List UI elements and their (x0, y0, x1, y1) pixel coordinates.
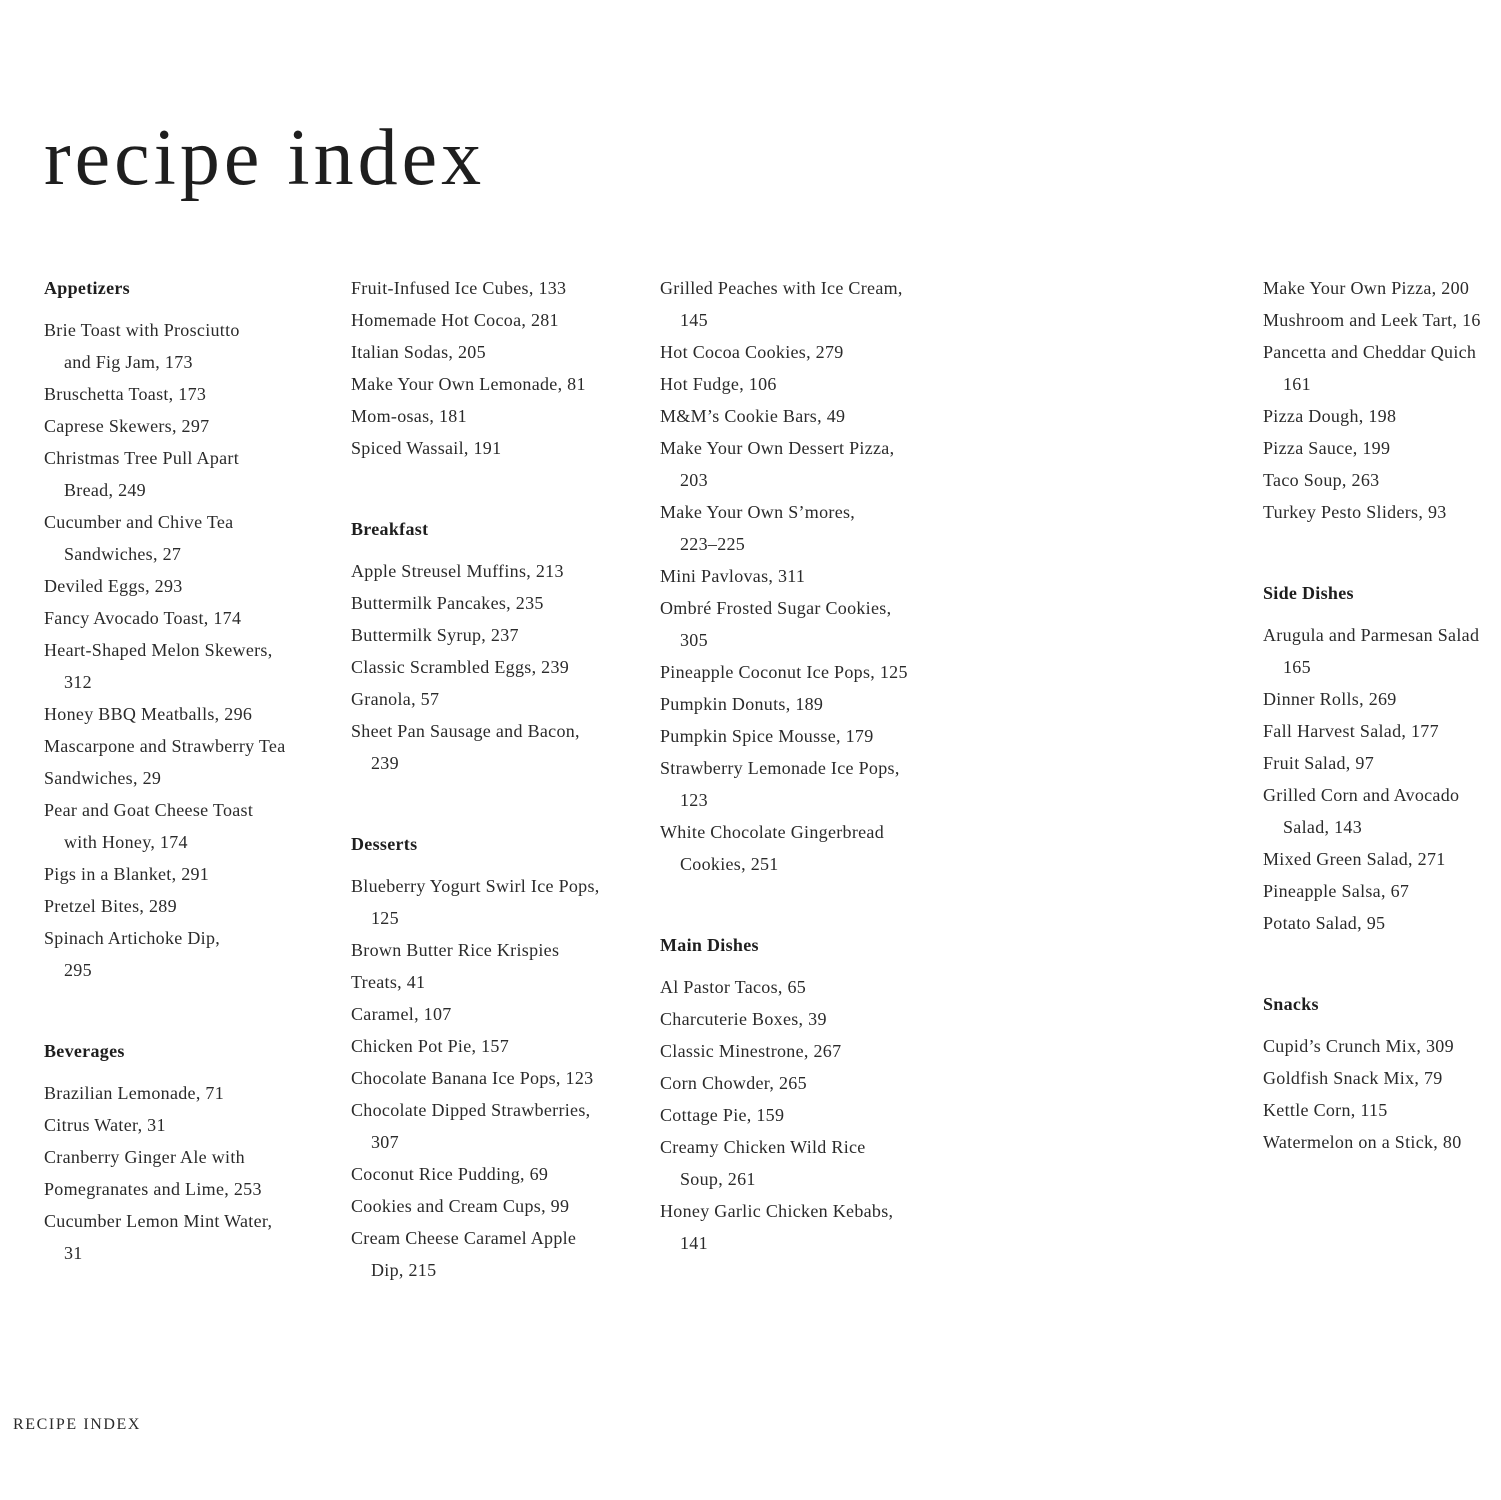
entry-text: Sandwiches, 29 (44, 768, 162, 788)
entry-text: Charcuterie Boxes, 39 (660, 1009, 827, 1029)
entry-text: Pizza Sauce, 199 (1263, 438, 1391, 458)
entry-text: Goldfish Snack Mix, 79 (1263, 1068, 1443, 1088)
index-entry (44, 858, 334, 890)
index-entry (351, 432, 641, 464)
section-appetizers (44, 272, 334, 986)
index-entry (351, 1030, 641, 1062)
index-entry (44, 794, 334, 858)
section-side-dishes (1263, 577, 1501, 939)
entry-text: Brown Butter Rice Krispies (351, 940, 560, 960)
entry-text: Fancy Avocado Toast, 174 (44, 608, 242, 628)
index-entry (44, 698, 334, 730)
entry-continuation: Cookies, 251 (680, 854, 779, 874)
entry-text: Caramel, 107 (351, 1004, 452, 1024)
entry-text: Honey BBQ Meatballs, 296 (44, 704, 253, 724)
entry-continuation: 203 (680, 470, 708, 490)
index-entry (351, 368, 641, 400)
entry-continuation: 239 (371, 753, 399, 773)
entry-text: Mini Pavlovas, 311 (660, 566, 806, 586)
entry-text: Brazilian Lemonade, 71 (44, 1083, 225, 1103)
index-entry (351, 336, 641, 368)
entry-text: Al Pastor Tacos, 65 (660, 977, 807, 997)
index-entry (660, 1067, 960, 1099)
entry-text: Buttermilk Pancakes, 235 (351, 593, 544, 613)
entry-text: Watermelon on a Stick, 80 (1263, 1132, 1462, 1152)
index-entry (44, 1077, 334, 1109)
index-entry (44, 1141, 334, 1173)
section-main-dishes-continued (1263, 272, 1501, 528)
index-entry (1263, 1062, 1501, 1094)
entry-text: Chocolate Dipped Strawberries, (351, 1100, 591, 1120)
entry-text: Mushroom and Leek Tart, 16 (1263, 310, 1481, 330)
index-entry (351, 304, 641, 336)
entry-text: Pear and Goat Cheese Toast (44, 800, 254, 820)
index-entry (660, 1035, 960, 1067)
entry-text: Mom-osas, 181 (351, 406, 467, 426)
index-entry (660, 1131, 960, 1195)
entry-list (1263, 619, 1501, 939)
entry-text: Hot Fudge, 106 (660, 374, 777, 394)
entry-continuation: 161 (1283, 374, 1311, 394)
section-snacks (1263, 988, 1501, 1158)
index-entry (44, 442, 334, 506)
index-column-4 (1263, 272, 1501, 1158)
entry-text: Cucumber Lemon Mint Water, (44, 1211, 273, 1231)
index-entry (44, 1109, 334, 1141)
index-entry (351, 272, 641, 304)
index-entry (351, 934, 641, 966)
entry-list (351, 272, 641, 464)
entry-text: Mixed Green Salad, 271 (1263, 849, 1446, 869)
section-beverages (44, 1035, 334, 1269)
entry-text: White Chocolate Gingerbread (660, 822, 885, 842)
entry-text: Christmas Tree Pull Apart (44, 448, 240, 468)
index-entry (351, 619, 641, 651)
index-entry (351, 400, 641, 432)
index-entry (44, 922, 334, 986)
entry-text: Buttermilk Syrup, 237 (351, 625, 519, 645)
entry-continuation: 125 (371, 908, 399, 928)
entry-text: Dinner Rolls, 269 (1263, 689, 1397, 709)
entry-text: Mascarpone and Strawberry Tea (44, 736, 286, 756)
section-breakfast (351, 513, 641, 779)
entry-text: Make Your Own Lemonade, 81 (351, 374, 586, 394)
entry-text: Make Your Own Dessert Pizza, (660, 438, 895, 458)
index-entry (44, 314, 334, 378)
entry-text: Creamy Chicken Wild Rice (660, 1137, 866, 1157)
entry-text: Spiced Wassail, 191 (351, 438, 502, 458)
entry-list (660, 971, 960, 1259)
entry-continuation: 307 (371, 1132, 399, 1152)
index-entry (660, 1099, 960, 1131)
entry-text: Coconut Rice Pudding, 69 (351, 1164, 549, 1184)
index-entry (660, 272, 960, 336)
entry-text: Make Your Own S’mores, (660, 502, 856, 522)
index-column-3 (660, 272, 960, 1259)
entry-continuation: 31 (64, 1243, 83, 1263)
entry-list (351, 555, 641, 779)
entry-text: Corn Chowder, 265 (660, 1073, 807, 1093)
index-entry (1263, 1094, 1501, 1126)
index-entry (351, 870, 641, 934)
entry-text: Blueberry Yogurt Swirl Ice Pops, (351, 876, 600, 896)
index-entry (660, 752, 960, 816)
index-entry (1263, 1030, 1501, 1062)
section-heading-side-dishes: Side Dishes (1263, 583, 1354, 603)
index-entry (44, 762, 334, 794)
section-heading-breakfast: Breakfast (351, 519, 429, 539)
entry-text: Treats, 41 (351, 972, 426, 992)
section-beverages-continued (351, 272, 641, 464)
section-main-dishes (660, 929, 960, 1259)
index-entry (1263, 432, 1501, 464)
entry-continuation: 123 (680, 790, 708, 810)
entry-text: Pizza Dough, 198 (1263, 406, 1397, 426)
index-entry (660, 1195, 960, 1259)
entry-list (1263, 1030, 1501, 1158)
index-entry (660, 720, 960, 752)
index-entry (660, 560, 960, 592)
index-entry (351, 1222, 641, 1286)
entry-continuation: 305 (680, 630, 708, 650)
index-entry (351, 651, 641, 683)
entry-text: Caprese Skewers, 297 (44, 416, 210, 436)
entry-text: Pomegranates and Lime, 253 (44, 1179, 262, 1199)
index-entry (44, 634, 334, 698)
entry-text: Pineapple Coconut Ice Pops, 125 (660, 662, 908, 682)
index-column-2 (351, 272, 641, 1286)
index-entry (351, 966, 641, 998)
entry-text: Bruschetta Toast, 173 (44, 384, 207, 404)
index-entry (1263, 779, 1501, 843)
entry-text: Turkey Pesto Sliders, 93 (1263, 502, 1447, 522)
index-entry (351, 998, 641, 1030)
index-entry (1263, 304, 1501, 336)
index-entry (44, 506, 334, 570)
index-entry (1263, 715, 1501, 747)
entry-list (351, 870, 641, 1286)
index-entry (44, 890, 334, 922)
entry-text: Cucumber and Chive Tea (44, 512, 234, 532)
entry-text: Cupid’s Crunch Mix, 309 (1263, 1036, 1454, 1056)
entry-text: Chicken Pot Pie, 157 (351, 1036, 509, 1056)
index-entry (1263, 875, 1501, 907)
index-entry (44, 410, 334, 442)
entry-text: Heart-Shaped Melon Skewers, (44, 640, 273, 660)
entry-text: Granola, 57 (351, 689, 440, 709)
entry-text: Spinach Artichoke Dip, (44, 928, 221, 948)
entry-text: Deviled Eggs, 293 (44, 576, 183, 596)
index-entry (44, 1173, 334, 1205)
index-entry (1263, 683, 1501, 715)
entry-text: Pumpkin Spice Mousse, 179 (660, 726, 874, 746)
index-entry (1263, 272, 1501, 304)
index-entry (351, 715, 641, 779)
entry-text: Pretzel Bites, 289 (44, 896, 177, 916)
index-entry (660, 432, 960, 496)
index-entry (660, 336, 960, 368)
index-entry (1263, 464, 1501, 496)
entry-continuation: 165 (1283, 657, 1311, 677)
entry-text: Grilled Peaches with Ice Cream, (660, 278, 903, 298)
entry-list (660, 272, 960, 880)
entry-text: Brie Toast with Prosciutto (44, 320, 240, 340)
entry-continuation: 312 (64, 672, 92, 692)
index-entry (1263, 1126, 1501, 1158)
section-heading-snacks: Snacks (1263, 994, 1319, 1014)
index-entry (44, 1205, 334, 1269)
index-entry (1263, 619, 1501, 683)
index-entry (351, 1190, 641, 1222)
section-heading-main-dishes: Main Dishes (660, 935, 759, 955)
entry-continuation: Dip, 215 (371, 1260, 437, 1280)
index-entry (660, 400, 960, 432)
index-entry (660, 592, 960, 656)
index-entry (351, 1158, 641, 1190)
entry-text: Chocolate Banana Ice Pops, 123 (351, 1068, 594, 1088)
entry-continuation: 145 (680, 310, 708, 330)
index-entry (44, 602, 334, 634)
entry-text: Pineapple Salsa, 67 (1263, 881, 1410, 901)
running-footer: RECIPE INDEX (13, 1416, 142, 1433)
entry-text: Hot Cocoa Cookies, 279 (660, 342, 844, 362)
entry-continuation: Soup, 261 (680, 1169, 756, 1189)
entry-text: Taco Soup, 263 (1263, 470, 1380, 490)
index-entry (1263, 907, 1501, 939)
entry-continuation: 295 (64, 960, 92, 980)
entry-text: Potato Salad, 95 (1263, 913, 1386, 933)
index-entry (660, 368, 960, 400)
entry-text: Classic Scrambled Eggs, 239 (351, 657, 570, 677)
entry-text: Pigs in a Blanket, 291 (44, 864, 210, 884)
index-entry (1263, 843, 1501, 875)
index-entry (660, 816, 960, 880)
entry-text: Classic Minestrone, 267 (660, 1041, 842, 1061)
entry-text: Grilled Corn and Avocado (1263, 785, 1460, 805)
entry-text: Apple Streusel Muffins, 213 (351, 561, 564, 581)
entry-list (44, 314, 334, 986)
entry-text: Cream Cheese Caramel Apple (351, 1228, 577, 1248)
section-heading-beverages: Beverages (44, 1041, 125, 1061)
entry-continuation: Bread, 249 (64, 480, 146, 500)
entry-text: Pumpkin Donuts, 189 (660, 694, 824, 714)
index-entry (1263, 336, 1501, 400)
entry-continuation: 141 (680, 1233, 708, 1253)
entry-text: Cranberry Ginger Ale with (44, 1147, 245, 1167)
index-entry (660, 496, 960, 560)
entry-text: Sheet Pan Sausage and Bacon, (351, 721, 580, 741)
index-entry (44, 378, 334, 410)
entry-text: Make Your Own Pizza, 200 (1263, 278, 1470, 298)
entry-text: Fall Harvest Salad, 177 (1263, 721, 1439, 741)
entry-text: Arugula and Parmesan Salad (1263, 625, 1480, 645)
index-entry (1263, 496, 1501, 528)
index-entry (44, 730, 334, 762)
entry-text: Ombré Frosted Sugar Cookies, (660, 598, 892, 618)
index-entry (351, 555, 641, 587)
entry-continuation: and Fig Jam, 173 (64, 352, 193, 372)
index-entry (351, 1094, 641, 1158)
index-entry (44, 570, 334, 602)
entry-continuation: with Honey, 174 (64, 832, 188, 852)
section-desserts-continued (660, 272, 960, 880)
entry-continuation: 223–225 (680, 534, 746, 554)
index-entry (660, 656, 960, 688)
section-heading-appetizers: Appetizers (44, 278, 130, 298)
entry-list (44, 1077, 334, 1269)
page-title: recipe index (44, 114, 486, 202)
entry-text: Citrus Water, 31 (44, 1115, 166, 1135)
entry-text: Cookies and Cream Cups, 99 (351, 1196, 570, 1216)
entry-continuation: Salad, 143 (1283, 817, 1362, 837)
entry-list (1263, 272, 1501, 528)
index-entry (1263, 400, 1501, 432)
entry-text: Honey Garlic Chicken Kebabs, (660, 1201, 894, 1221)
entry-text: Fruit-Infused Ice Cubes, 133 (351, 278, 567, 298)
entry-continuation: Sandwiches, 27 (64, 544, 182, 564)
entry-text: Kettle Corn, 115 (1263, 1100, 1388, 1120)
section-heading-desserts: Desserts (351, 834, 418, 854)
index-entry (351, 587, 641, 619)
entry-text: Cottage Pie, 159 (660, 1105, 785, 1125)
index-entry (351, 1062, 641, 1094)
entry-text: Homemade Hot Cocoa, 281 (351, 310, 559, 330)
entry-text: Italian Sodas, 205 (351, 342, 486, 362)
index-entry (1263, 747, 1501, 779)
index-entry (660, 971, 960, 1003)
entry-text: M&M’s Cookie Bars, 49 (660, 406, 846, 426)
entry-text: Fruit Salad, 97 (1263, 753, 1374, 773)
index-column-1 (44, 272, 334, 1269)
index-entry (660, 1003, 960, 1035)
index-entry (351, 683, 641, 715)
index-entry (660, 688, 960, 720)
entry-text: Strawberry Lemonade Ice Pops, (660, 758, 900, 778)
entry-text: Pancetta and Cheddar Quich (1263, 342, 1477, 362)
section-desserts (351, 828, 641, 1286)
